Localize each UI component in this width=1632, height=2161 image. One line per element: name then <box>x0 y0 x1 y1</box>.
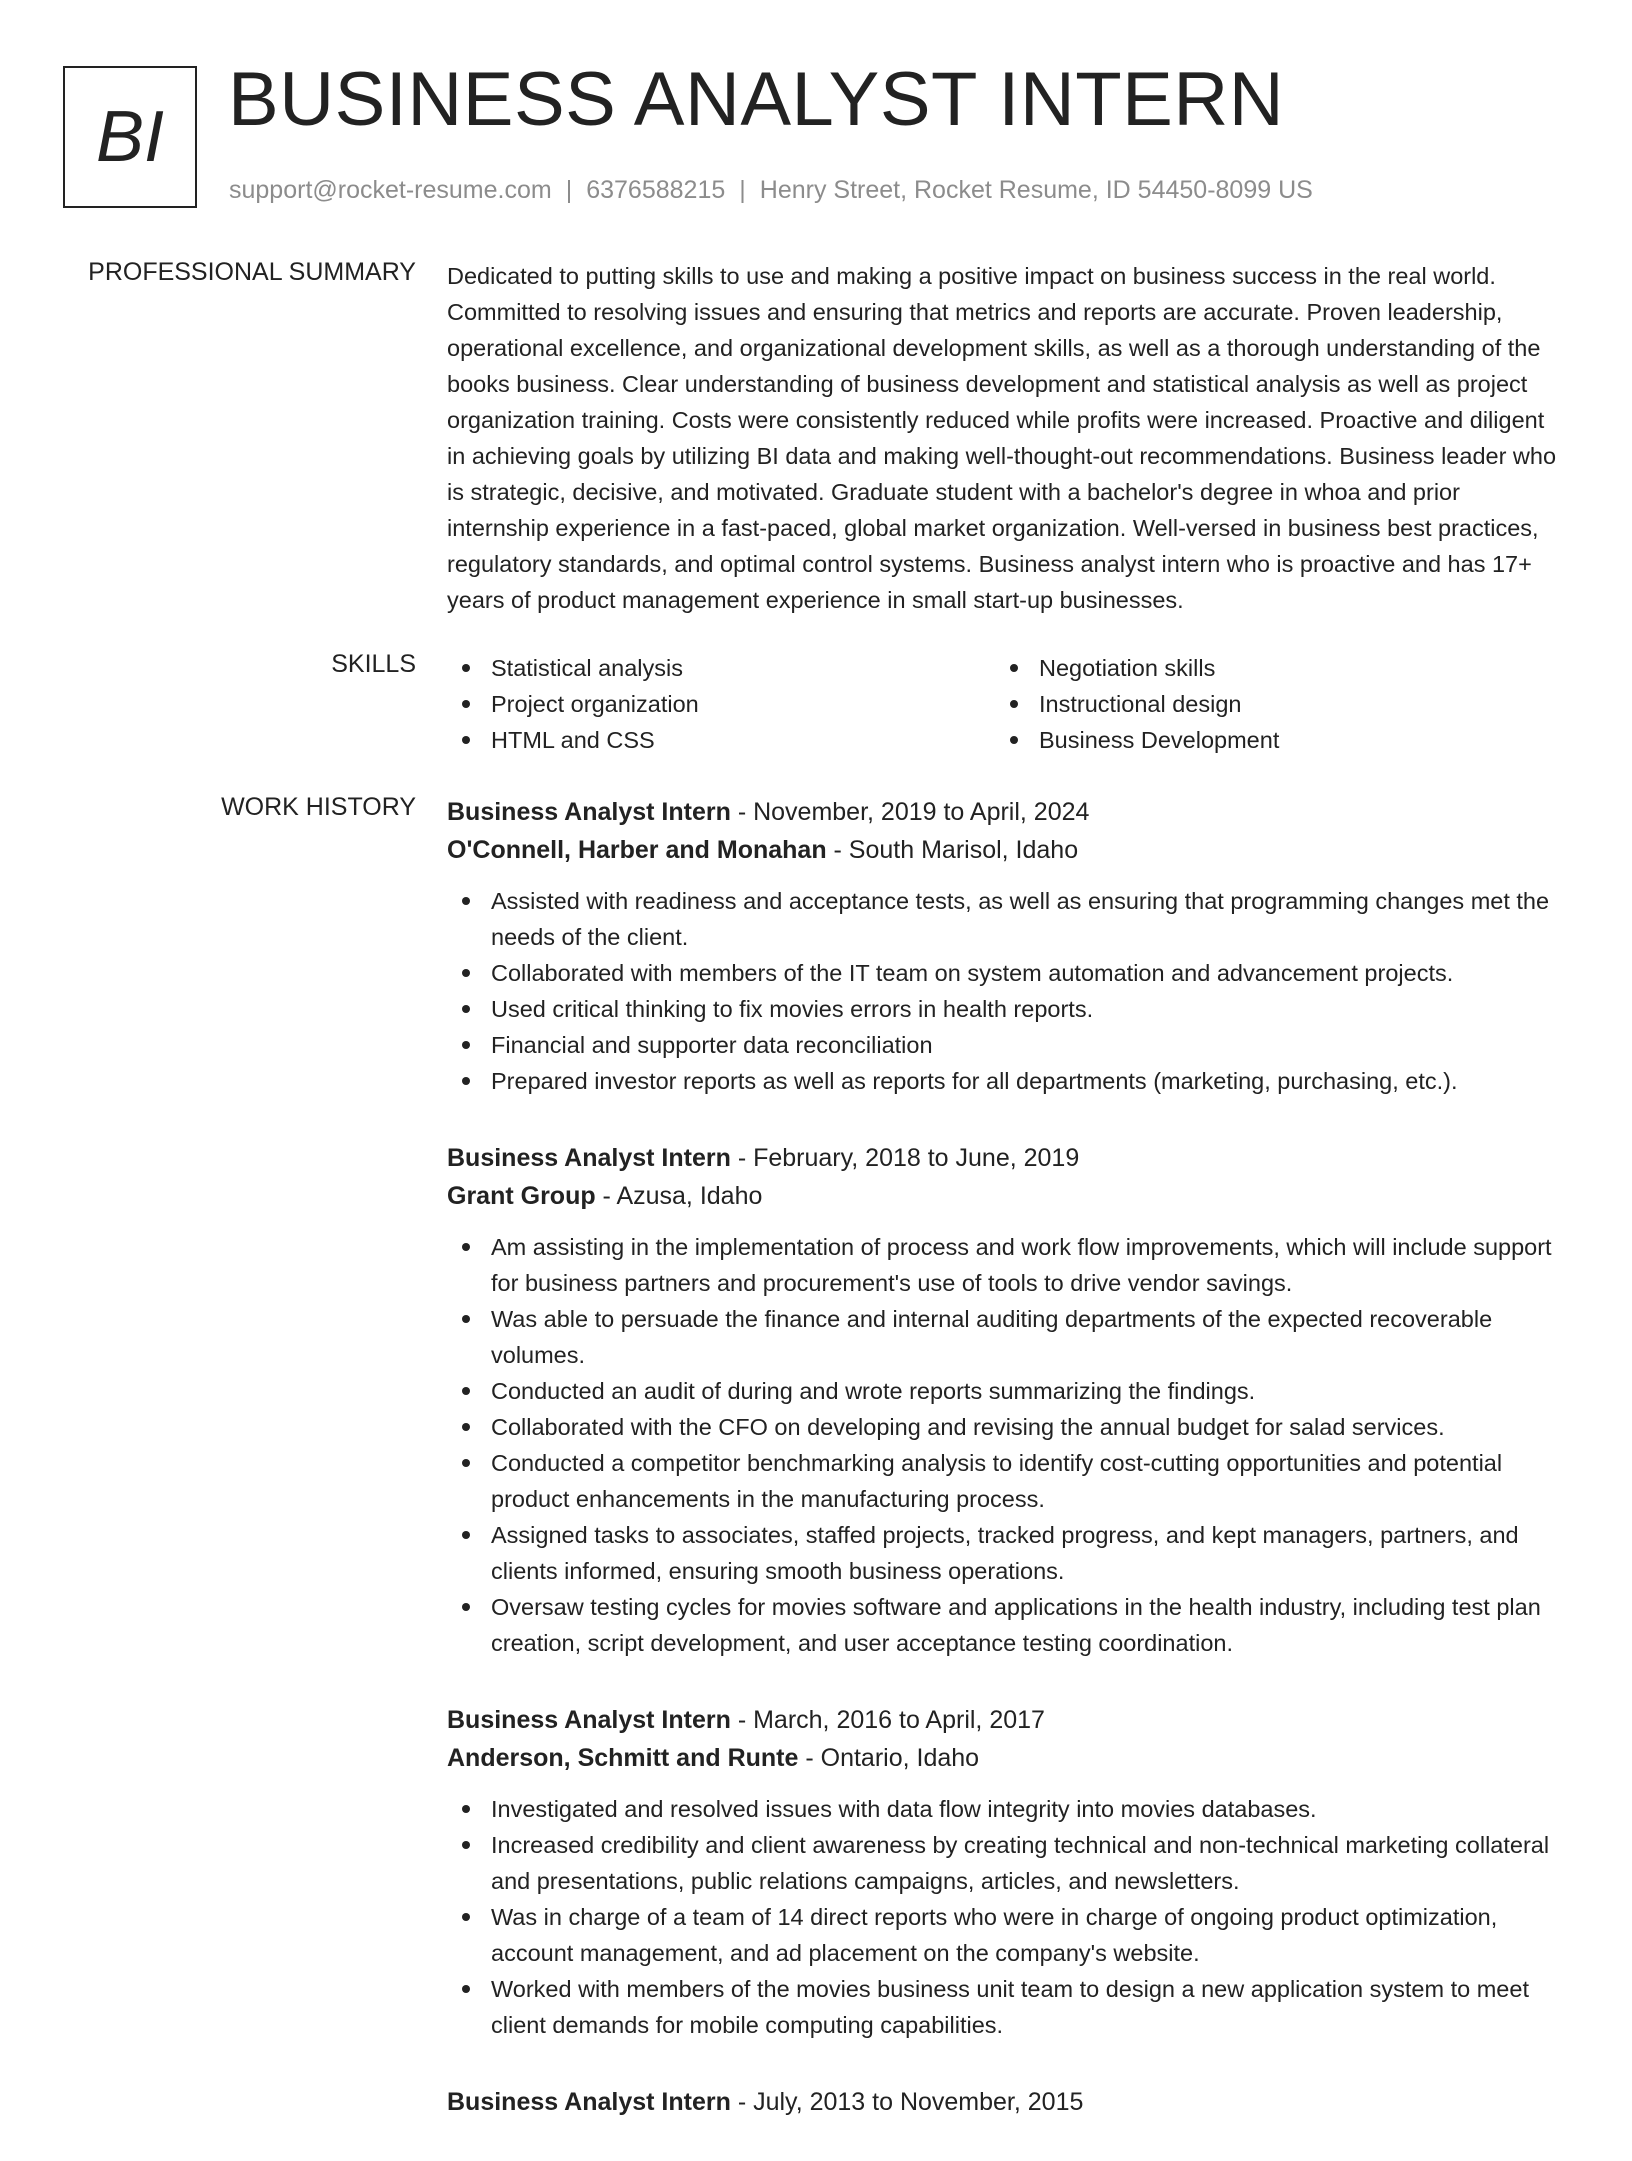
skill-item: Instructional design <box>995 686 1543 722</box>
job-bullet: Was able to persuade the finance and internal auditing departments of the expected recoverable volumes. <box>447 1301 1567 1373</box>
job-entry <box>447 1139 1567 1661</box>
job-dates: - November, 2019 to April, 2024 <box>730 798 1090 826</box>
job-bullets <box>447 883 1567 1099</box>
skills-body <box>447 650 1567 758</box>
job-dates: - March, 2016 to April, 2017 <box>730 1706 1045 1734</box>
job-title-line <box>447 793 1567 831</box>
skills-list-right <box>995 650 1543 758</box>
skill-item: Project organization <box>447 686 995 722</box>
contact-address: Henry Street, Rocket Resume, ID 54450-8099 US <box>759 176 1313 204</box>
job-company: Grant Group <box>447 1182 596 1210</box>
job-location: - Ontario, Idaho <box>798 1744 980 1772</box>
job-bullet: Am assisting in the implementation of process and work flow improvements, which will include support for business partners and procurement's use of tools to drive vendor savings. <box>447 1229 1567 1301</box>
job-title-line <box>447 1701 1567 1739</box>
summary-text: Dedicated to putting skills to use and making a positive impact on business success in the real world. Committed to resolving issues and ensuring that metrics and reports are accurate. Proven leadership, operational excellence, and organizational development skills, as well as a thorough understanding of the books business. Clear understanding of business development and statistical analysis as well as project organization training. Costs were consistently reduced while profits were increased. Proactive and diligent in achieving goals by utilizing BI data and making well-thought-out recommendations. Business leader who is strategic, decisive, and motivated. Graduate student with a bachelor's degree in whoa and prior internship experience in a fast-paced, global market organization. Well-versed in business best practices, regulatory standards, and optimal control systems. Business analyst intern who is proactive and has 17+ years of product management experience in small start-up businesses. <box>447 263 1557 613</box>
contact-separator: | <box>739 176 746 204</box>
job-company-line <box>447 831 1567 869</box>
summary-heading: PROFESSIONAL SUMMARY <box>88 258 416 286</box>
job-bullet: Conducted a competitor benchmarking analysis to identify cost-cutting opportunities and potential product enhancements in the manufacturing process. <box>447 1445 1567 1517</box>
job-bullet: Was in charge of a team of 14 direct reports who were in charge of ongoing product optimization, account management, and ad placement on the company's website. <box>447 1899 1567 1971</box>
job-location: - Azusa, Idaho <box>595 1182 763 1210</box>
summary-body <box>447 258 1567 618</box>
skill-item: Negotiation skills <box>995 650 1543 686</box>
job-title-line <box>447 1139 1567 1177</box>
job-bullet: Increased credibility and client awareness by creating technical and non-technical marketing collateral and presentations, public relations campaigns, articles, and newsletters. <box>447 1827 1567 1899</box>
contact-separator: | <box>565 176 573 204</box>
job-company-line <box>447 1177 1567 1215</box>
job-bullet: Prepared investor reports as well as reports for all departments (marketing, purchasing, etc.). <box>447 1063 1567 1099</box>
job-bullet: Used critical thinking to fix movies errors in health reports. <box>447 991 1567 1027</box>
job-dates: - July, 2013 to November, 2015 <box>730 2088 1084 2116</box>
job-title-line <box>447 2083 1567 2121</box>
job-bullet: Collaborated with the CFO on developing and revising the annual budget for salad services. <box>447 1409 1567 1445</box>
job-bullets <box>447 1791 1567 2043</box>
contact-email: support@rocket-resume.com <box>229 176 552 204</box>
job-entry <box>447 1701 1567 2043</box>
skill-item: HTML and CSS <box>447 722 995 758</box>
job-title: Business Analyst Intern <box>447 2088 731 2116</box>
job-dates: - February, 2018 to June, 2019 <box>730 1144 1080 1172</box>
monogram-logo: BI <box>63 66 197 208</box>
skills-list-left <box>447 650 995 758</box>
job-company-line <box>447 1739 1567 1777</box>
work-history-body <box>447 793 1567 2161</box>
skill-item: Statistical analysis <box>447 650 995 686</box>
work-history-heading: WORK HISTORY <box>221 793 416 821</box>
job-bullet: Conducted an audit of during and wrote reports summarizing the findings. <box>447 1373 1567 1409</box>
job-title: Business Analyst Intern <box>447 1706 731 1734</box>
job-bullet: Collaborated with members of the IT team on system automation and advancement projects. <box>447 955 1567 991</box>
skill-item: Business Development <box>995 722 1543 758</box>
job-bullet: Assisted with readiness and acceptance tests, as well as ensuring that programming changes met the needs of the client. <box>447 883 1567 955</box>
job-title: Business Analyst Intern <box>447 798 731 826</box>
job-bullet: Assigned tasks to associates, staffed projects, tracked progress, and kept managers, partners, and clients informed, ensuring smooth business operations. <box>447 1517 1567 1589</box>
job-company: O'Connell, Harber and Monahan <box>447 836 827 864</box>
job-bullet: Investigated and resolved issues with data flow integrity into movies databases. <box>447 1791 1567 1827</box>
job-company: Anderson, Schmitt and Runte <box>447 1744 799 1772</box>
job-title: Business Analyst Intern <box>447 1144 731 1172</box>
job-location: - South Marisol, Idaho <box>826 836 1079 864</box>
job-bullet: Oversaw testing cycles for movies software and applications in the health industry, including test plan creation, script development, and user acceptance testing coordination. <box>447 1589 1567 1661</box>
contact-line <box>229 176 1313 205</box>
job-entry <box>447 793 1567 1099</box>
page-title: BUSINESS ANALYST INTERN <box>228 57 1285 142</box>
job-entry <box>447 2083 1567 2121</box>
job-bullet: Worked with members of the movies business unit team to design a new application system to meet client demands for mobile computing capabilities. <box>447 1971 1567 2043</box>
contact-phone: 6376588215 <box>586 176 726 204</box>
job-bullets <box>447 1229 1567 1661</box>
job-bullet: Financial and supporter data reconciliation <box>447 1027 1567 1063</box>
skills-heading: SKILLS <box>331 650 416 678</box>
